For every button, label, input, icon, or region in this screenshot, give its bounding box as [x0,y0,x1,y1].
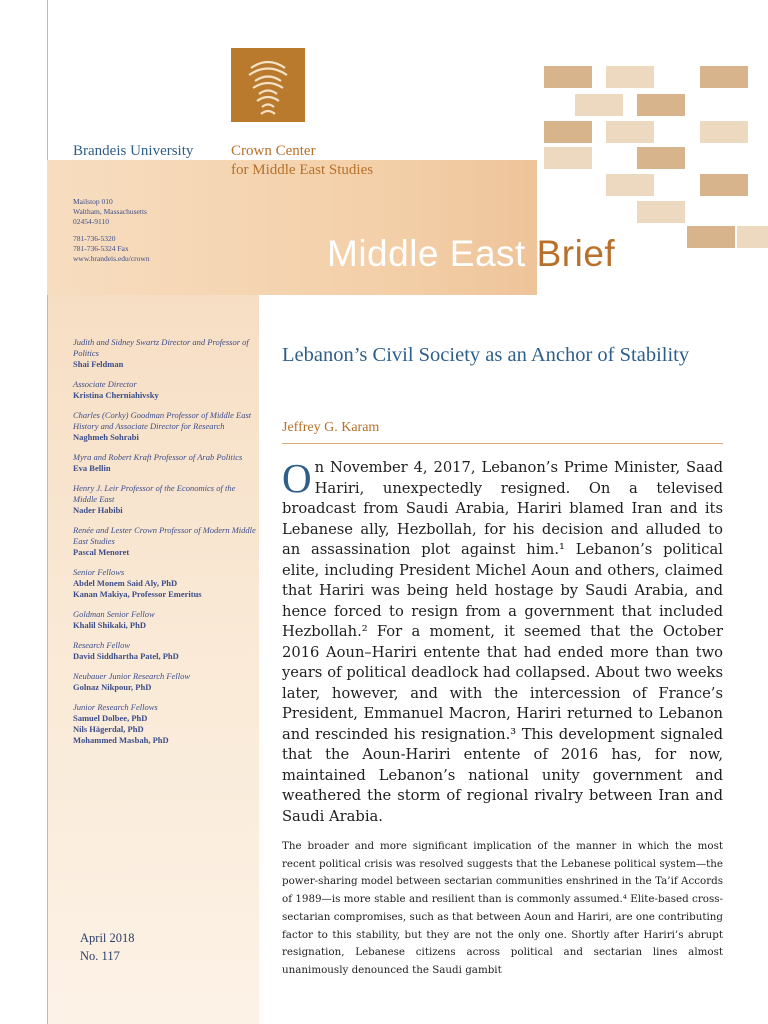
staff-entry [73,567,258,600]
lead-paragraph [282,455,723,827]
decor-square [687,226,735,248]
decor-square [606,66,654,88]
decor-square [700,174,748,196]
staff-name: Kanan Makiya, Professor Emeritus [73,589,202,599]
staff-name: Nader Habibi [73,505,123,515]
staff-title: Judith and Sidney Swartz Director and Professor of Politics [73,337,249,358]
decor-square [544,147,592,169]
staff-entry [73,410,258,443]
decor-square [606,121,654,143]
staff-title: Henry J. Leir Professor of the Economics of the Middle East [73,483,236,504]
staff-entry [73,483,258,516]
decor-square [737,226,768,248]
university-name: Brandeis University [73,143,194,159]
decor-square [637,94,685,116]
drop-cap: O [282,455,312,501]
phone: 781-736-5320 [73,234,116,243]
staff-entry [73,609,258,631]
staff-title: Neubauer Junior Research Fellow [73,671,191,681]
staff-title: Junior Research Fellows [73,702,158,712]
decor-square [700,66,748,88]
author-divider [282,443,723,444]
article-author: Jeffrey G. Karam [282,420,380,435]
sidebar-rule [47,0,48,1024]
staff-entry [73,702,258,746]
body-paragraph: The broader and more significant implication of the manner in which the most recent political crisis was resolved suggests that the Lebanese political system—the power-sharing model between sectarian communities enshrined in the Ta’if Accords of 1989—is more stable and resilient than is commonly assumed.⁴ Elite-based cross-sectarian compromises, such as that between Aoun and Hariri, are one contributing factor to this stability, but they are not the only one. Shortly after Hariri’s abrupt resignation, Lebanese citizens across political and sectarian lines almost unanimously denounced the Saudi gambit [282,840,723,976]
staff-name: Shai Feldman [73,359,124,369]
staff-title: Goldman Senior Fellow [73,609,155,619]
staff-name: Naghmeh Sohrabi [73,432,139,442]
staff-title: Renée and Lester Crown Professor of Modern Middle East Studies [73,525,256,546]
staff-name: Khalil Shikaki, PhD [73,620,146,630]
staff-name: Abdel Monem Said Aly, PhD [73,578,178,588]
issue-info [80,929,135,965]
article-title: Lebanon’s Civil Society as an Anchor of Stability [282,344,690,366]
decor-square [544,66,592,88]
decor-square [637,201,685,223]
center-name [231,142,373,180]
staff-entry [73,525,258,558]
crown-center-logo-mark [231,48,305,122]
series-title [327,233,615,275]
decor-square [637,147,685,169]
center-name-line1: Crown Center [231,143,316,159]
website: www.brandeis.edu/crown [73,254,150,263]
issue-number: No. 117 [80,949,120,963]
staff-name: Mohammed Masbah, PhD [73,735,169,745]
issue-date: April 2018 [80,931,135,945]
staff-title: Senior Fellows [73,567,125,577]
staff-entry [73,379,258,401]
staff-title: Research Fellow [73,640,131,650]
contact-block [73,197,150,264]
mailstop: Mailstop 010 [73,197,113,206]
staff-entry [73,337,258,370]
staff-title: Associate Director [73,379,137,389]
staff-entry [73,671,258,693]
staff-entry [73,640,258,662]
center-name-line2: for Middle East Studies [231,162,374,178]
staff-title: Charles (Corky) Goodman Professor of Middle East History and Associate Director for Research [73,410,252,431]
address-zip: 02454-9110 [73,217,109,226]
staff-name: Nils Hägerdal, PhD [73,724,144,734]
decor-square [606,174,654,196]
decor-square [544,121,592,143]
staff-name: Eva Bellin [73,463,111,473]
staff-title: Myra and Robert Kraft Professor of Arab Politics [73,452,243,462]
series-title-part2: Brief [536,233,616,274]
decor-square [700,121,748,143]
lead-paragraph-text: n November 4, 2017, Lebanon’s Prime Minister, Saad Hariri, unexpectedly resigned. On a televised broadcast from Saudi Arabia, Hariri blamed Iran and its Lebanese ally, Hezbollah, for his decision and alluded to an assassination plot against him.¹ Lebanon’s political elite, including President Michel Aoun and others, claimed that Hariri was being held hostage by Saudi Arabia, and hence forced to resign from a government that included Hezbollah.² For a moment, it seemed that the October 2016 Aoun–Hariri entente that had ended more than two years of political deadlock had collapsed. About two weeks later, however, and with the intercession of France’s President, Emmanuel Macron, Hariri returned to Lebanon and rescinded his resignation.³ This development signaled that the Aoun-Hariri entente of 2016 has, for now, maintained Lebanon’s national unity government and weathered the storm of regional rivalry between Iran and Saudi Arabia. [282,459,723,825]
staff-entry [73,452,258,474]
staff-name: David Siddhartha Patel, PhD [73,651,179,661]
staff-name: Kristina Cherniahivsky [73,390,159,400]
staff-list [73,337,258,755]
address-city: Waltham, Massachusetts [73,207,147,216]
decor-square [575,94,623,116]
staff-name: Pascal Menoret [73,547,130,557]
series-title-part1: Middle East [327,233,526,274]
fax: 781-736-5324 Fax [73,244,129,253]
staff-name: Golnaz Nikpour, PhD [73,682,152,692]
staff-name: Samuel Dolbee, PhD [73,713,148,723]
